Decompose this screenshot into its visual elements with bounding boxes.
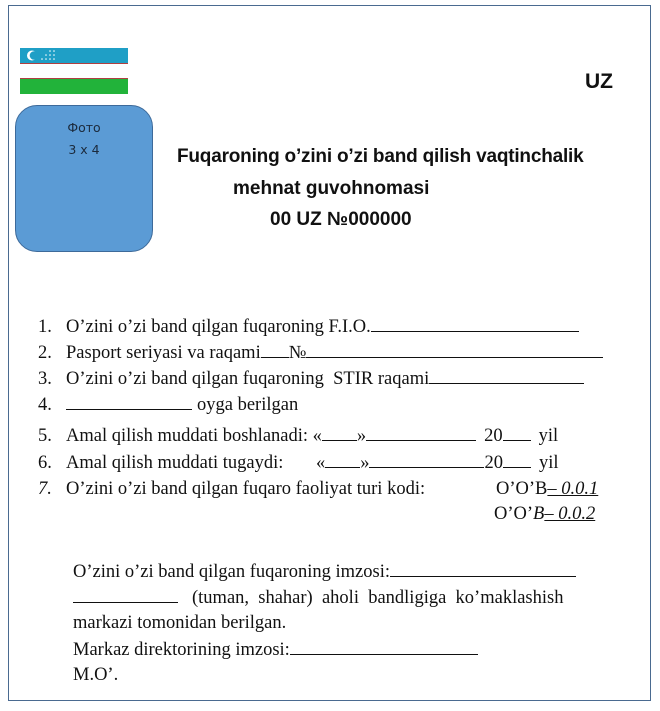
issuer-row-2: markazi tomonidan berilgan. (73, 613, 287, 633)
item-number: 7. (38, 479, 52, 499)
title-line-2: mehnat guvohnomasi (233, 178, 430, 199)
close-quote: » (356, 426, 367, 446)
code-value: – 0.0.1 (547, 479, 599, 499)
list-item-5 (38, 424, 558, 447)
list-item-2 (38, 341, 603, 364)
open-quote: « (312, 426, 322, 446)
item-number: 4. (38, 395, 52, 415)
district-field[interactable] (73, 586, 178, 603)
photo-label: Фото (67, 120, 101, 135)
activity-code-2 (494, 503, 595, 525)
passport-number-field[interactable] (306, 341, 603, 358)
item-number: 3. (38, 369, 52, 389)
month-field[interactable] (66, 393, 192, 410)
list-item-3 (38, 367, 584, 390)
year-label: yil (538, 426, 559, 446)
year-label: yil (538, 453, 559, 473)
seal-place: M.O’. (73, 665, 119, 685)
end-day-field[interactable] (325, 451, 360, 468)
director-signature-row (73, 638, 478, 661)
item-text: Pasport seriyasi va raqami (66, 343, 261, 363)
item-text: Amal qilish muddati tugaydi: (66, 453, 284, 473)
item-number: 6. (38, 453, 52, 473)
country-code: UZ (585, 70, 613, 93)
citizen-signature-row (73, 560, 576, 583)
code-prefix: O’O’B (496, 479, 548, 499)
fio-field[interactable] (371, 315, 579, 332)
code-prefix-italic: B (533, 504, 545, 524)
start-day-field[interactable] (322, 424, 357, 441)
issuer-text: (tuman, shahar) aholi bandligiga ko’maklashish (192, 588, 564, 608)
end-month-field[interactable] (369, 451, 484, 468)
year-prefix: 20 (484, 453, 503, 473)
photo-size: 3 x 4 (68, 142, 100, 157)
year-prefix: 20 (484, 426, 503, 446)
certificate-number: 00 UZ №000000 (270, 209, 412, 230)
title-line-1: Fuqaroning o’zini o’zi band qilish vaqtinchalik (177, 146, 584, 167)
activity-code-1 (496, 478, 598, 500)
number-sign: № (288, 343, 307, 363)
flag-green-stripe (20, 78, 128, 94)
open-quote: « (315, 453, 326, 473)
director-label: Markaz direktorining imzosi: (73, 640, 290, 660)
list-item-6 (38, 451, 559, 474)
end-year-field[interactable] (503, 451, 531, 468)
list-item-7 (38, 478, 425, 500)
passport-series-field[interactable] (261, 341, 289, 358)
close-quote: » (360, 453, 370, 473)
citizen-signature-field[interactable] (390, 560, 576, 577)
item-number: 1. (38, 317, 52, 337)
start-month-field[interactable] (366, 424, 476, 441)
start-year-field[interactable] (503, 424, 531, 441)
photo-placeholder (15, 105, 153, 252)
item-number: 2. (38, 343, 52, 363)
item-text: O’zini o’zi band qilgan fuqaroning F.I.O. (66, 317, 371, 337)
director-signature-field[interactable] (290, 638, 478, 655)
issuer-row (73, 586, 639, 609)
list-item-4 (38, 393, 298, 416)
stir-field[interactable] (429, 367, 584, 384)
item-text: oyga berilgan (197, 395, 299, 415)
crescent-stars-icon (26, 49, 66, 62)
flag-blue-stripe (20, 48, 128, 64)
item-text: Amal qilish muddati boshlanadi: (66, 426, 309, 446)
item-text: O’zini o’zi band qilgan fuqaro faoliyat turi kodi: (66, 479, 426, 499)
item-number: 5. (38, 426, 52, 446)
item-text: O’zini o’zi band qilgan fuqaroning STIR raqami (66, 369, 430, 389)
signature-label: O’zini o’zi band qilgan fuqaroning imzosi: (73, 562, 390, 582)
code-value: – 0.0.2 (544, 504, 596, 524)
code-prefix: O’O’ (494, 504, 534, 524)
list-item-1 (38, 315, 579, 338)
